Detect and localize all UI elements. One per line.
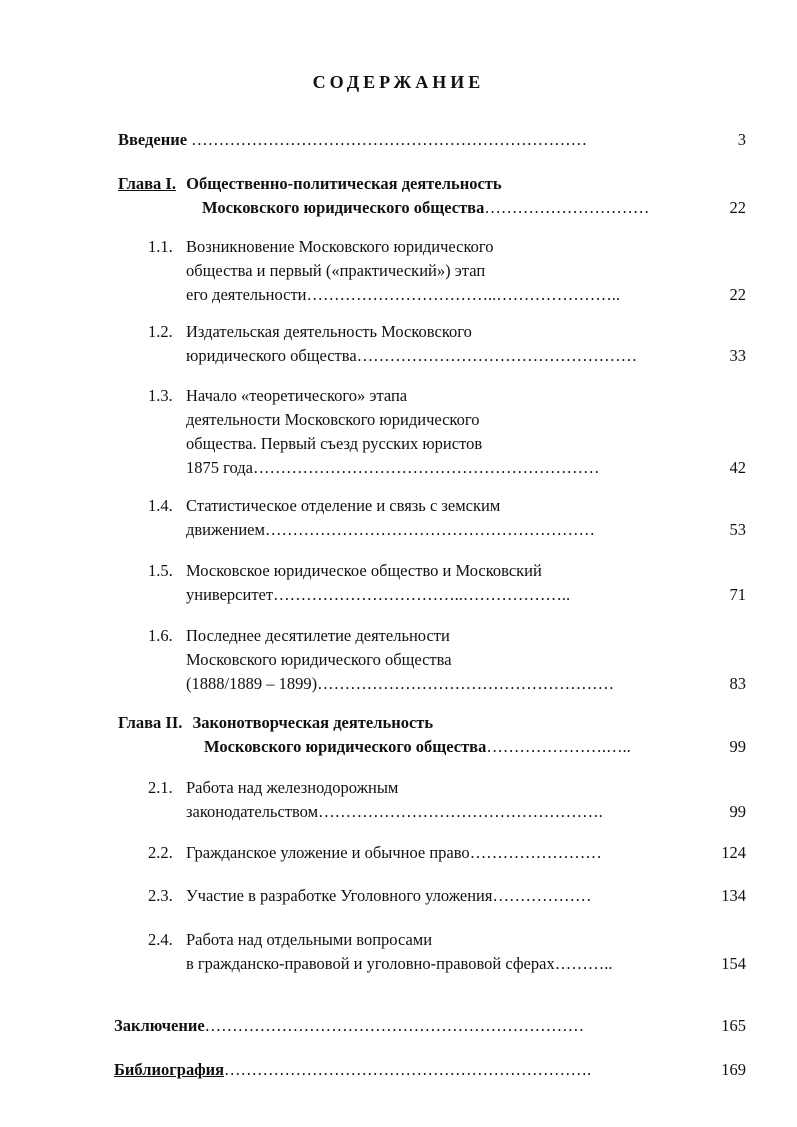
toc-section-1-5[interactable] [148,559,746,607]
dot-leader: ……………………………………………………… [252,458,600,477]
toc-bibliography[interactable] [114,1058,746,1082]
toc-intro[interactable] [118,128,746,152]
toc-chapter-1[interactable] [118,172,746,220]
section-title-line: в гражданско-правовой и уголовно-правовой сферах [186,954,555,973]
section-title-line: (1888/1889 – 1899) [186,674,318,693]
section-title-line: юридического общества [186,346,357,365]
page-number: 22 [729,285,746,304]
section-title-line: Гражданское уложение и обычное право [186,843,470,862]
toc-section-1-4[interactable] [148,494,746,542]
chapter-title: Московского юридического общества [204,737,487,756]
page-number: 33 [729,346,746,365]
section-title-line: деятельности Московского юридического [186,410,480,429]
page-number: 169 [721,1060,746,1079]
section-title-line: общества и первый («практический») этап [186,261,486,280]
toc-section-1-3[interactable] [148,384,746,480]
toc-conclusion[interactable] [114,1014,746,1038]
section-number: 1.5. [148,561,173,580]
dot-leader: …………………………………………………………. [224,1060,592,1079]
dot-leader: …………………………………………………… [264,520,595,539]
page-number: 154 [721,954,746,973]
section-number: 1.1. [148,237,173,256]
dot-leader: ………………….….. [486,737,631,756]
page-number: 71 [729,585,746,604]
toc-section-1-6[interactable] [148,624,746,696]
page-number: 134 [721,886,746,905]
dot-leader: …………………… [469,843,602,862]
section-number: 2.3. [148,886,173,905]
dot-leader: …………………………………………………………… [204,1016,585,1035]
section-number: 2.1. [148,778,173,797]
toc-entry-label: Введение [118,130,188,149]
toc-section-1-2[interactable] [148,320,746,368]
page-title: СОДЕРЖАНИЕ [312,72,485,92]
chapter-title: Московского юридического общества [202,198,485,217]
dot-leader: ……………………………………………. [318,802,603,821]
page-number: 22 [729,198,746,217]
section-title-line: Возникновение Московского юридического [186,237,494,256]
toc-section-2-3[interactable] [148,884,746,908]
section-title-line: движением [186,520,265,539]
section-title-line: 1875 года [186,458,253,477]
dot-leader: ……………………………………………………………… [191,130,588,149]
section-title-line: Начало «теоретического» этапа [186,386,408,405]
section-title-line: Московское юридическое общество и Московский [186,561,542,580]
section-number: 1.2. [148,322,173,341]
page-number: 99 [729,802,746,821]
page-number: 3 [737,130,746,149]
toc-section-1-1[interactable] [148,235,746,307]
section-title-line: Московского юридического общества [186,650,452,669]
section-title-line: его деятельности [186,285,307,304]
section-title-line: законодательством [186,802,319,821]
section-title-line: Работа над железнодорожным [186,778,399,797]
dot-leader: ……….. [554,954,613,973]
toc-entry-label: Заключение [114,1016,205,1035]
section-title-line: Работа над отдельными вопросами [186,930,433,949]
section-number: 2.2. [148,843,173,862]
page-number: 53 [729,520,746,539]
section-number: 1.4. [148,496,173,515]
chapter-title: Законотворческая деятельность [192,713,434,732]
toc-section-2-2[interactable] [148,841,746,865]
toc-entry-label: Библиография [114,1060,225,1079]
section-number: 2.4. [148,930,173,949]
dot-leader: ……………………………………………… [317,674,615,693]
page-number: 165 [721,1016,746,1035]
dot-leader: ………………………… [484,198,650,217]
chapter-label: Глава I. [118,174,176,193]
section-title-line: Участие в разработке Уголовного уложения [186,886,493,905]
dot-leader: ……………… [492,886,592,905]
page-number: 42 [729,458,746,477]
section-number: 1.6. [148,626,173,645]
page-number: 124 [721,843,746,862]
chapter-title: Общественно-политическая деятельность [186,174,502,193]
section-title-line: Статистическое отделение и связь с земским [186,496,501,515]
toc-section-2-4[interactable] [148,928,746,976]
section-title-line: Издательская деятельность Московского [186,322,472,341]
section-title-line: общества. Первый съезд русских юристов [186,434,483,453]
section-title-line: университет [186,585,274,604]
dot-leader: ……………………………..……………….. [273,585,571,604]
page-number: 99 [729,737,746,756]
toc-chapter-2[interactable] [118,711,746,759]
dot-leader: ……………………………..………………….. [306,285,621,304]
page-number: 83 [729,674,746,693]
section-title-line: Последнее десятилетие деятельности [186,626,450,645]
dot-leader: …………………………………………… [356,346,638,365]
toc-section-2-1[interactable] [148,776,746,824]
section-number: 1.3. [148,386,173,405]
chapter-label: Глава II. [118,713,183,732]
